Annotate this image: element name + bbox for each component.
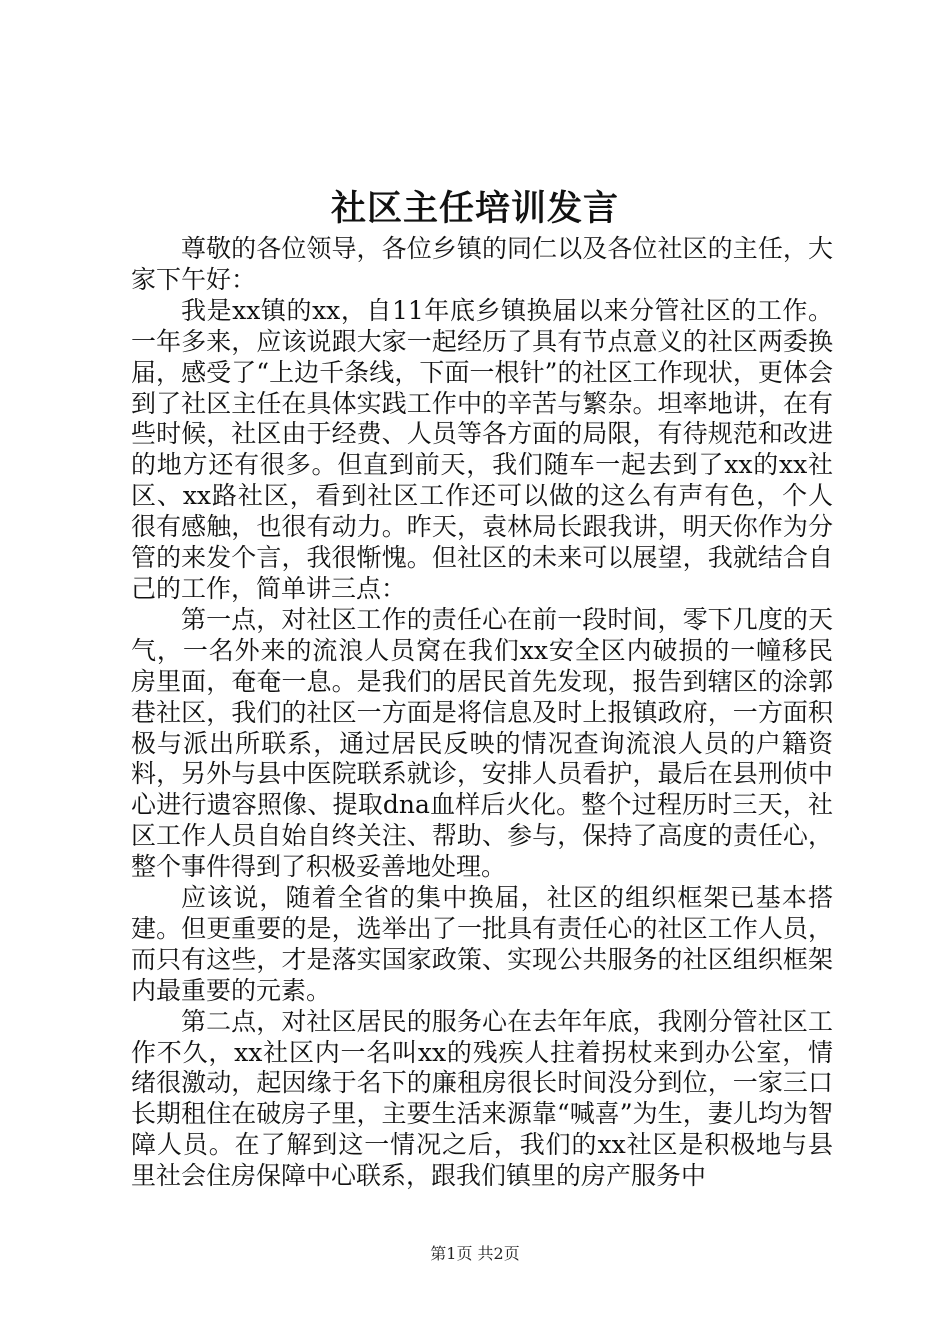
document-title: 社区主任培训发言 — [330, 188, 619, 229]
paragraph-point-one: 第一点，对社区工作的责任心在前一段时间，零下几度的天气，一名外来的流浪人员窝在我们xx安全区内破损的一幢移民房里面，奄奄一息。是我们的居民首先发现，报告到辖区的涂郭巷社区，我们的社区一方面是将信息及时上报镇政府，一方面积极与派出所联系，通过居民反映的情况查询流浪人员的户籍资料，另外与县中医院联系就诊，安排人员看护，最后在县刑侦中心进行遗容照像、提取dna血样后火化。整个过程历时三天，社区工作人员自始自终关注、帮助、参与，保持了高度的责任心，整个事件得到了积极妥善地处理。 — [131, 604, 833, 882]
paragraph-introduction: 我是xx镇的xx，自11年底乡镇换届以来分管社区的工作。一年多来，应该说跟大家一起经历了具有节点意义的社区两委换届，感受了“上边千条线，下面一根针”的社区工作现状，更体会到了社区主任在具体实践工作中的辛苦与繁杂。坦率地讲，在有些时候，社区由于经费、人员等各方面的局限，有待规范和改进的地方还有很多。但直到前天，我们随车一起去到了xx的xx社区、xx路社区，看到社区工作还可以做的这么有声有色，个人很有感触，也很有动力。昨天，袁林局长跟我讲，明天你作为分管的来发个言，我很惭愧。但社区的未来可以展望，我就结合自己的工作，简单讲三点： — [131, 295, 833, 603]
paragraph-point-two: 第二点，对社区居民的服务心在去年年底，我刚分管社区工作不久，xx社区内一名叫xx的残疾人拄着拐杖来到办公室，情绪很激动，起因缘于名下的廉租房很长时间没分到位，一家三口长期租住在破房子里，主要生活来源靠“喊喜”为生，妻儿均为智障人员。在了解到这一情况之后，我们的xx社区是积极地与县里社会住房保障中心联系，跟我们镇里的房产服务中 — [131, 1006, 833, 1191]
page-footer: 第1页 共2页 — [430, 1244, 520, 1263]
paragraph-greeting: 尊敬的各位领导，各位乡镇的同仁以及各位社区的主任，大家下午好： — [131, 234, 833, 294]
paragraph-point-one-summary: 应该说，随着全省的集中换届，社区的组织框架已基本搭建。但更重要的是，选举出了一批具有责任心的社区工作人员，而只有这些，才是落实国家政策、实现公共服务的社区组织框架内最重要的元素。 — [131, 883, 833, 1005]
document-body — [131, 234, 833, 1192]
